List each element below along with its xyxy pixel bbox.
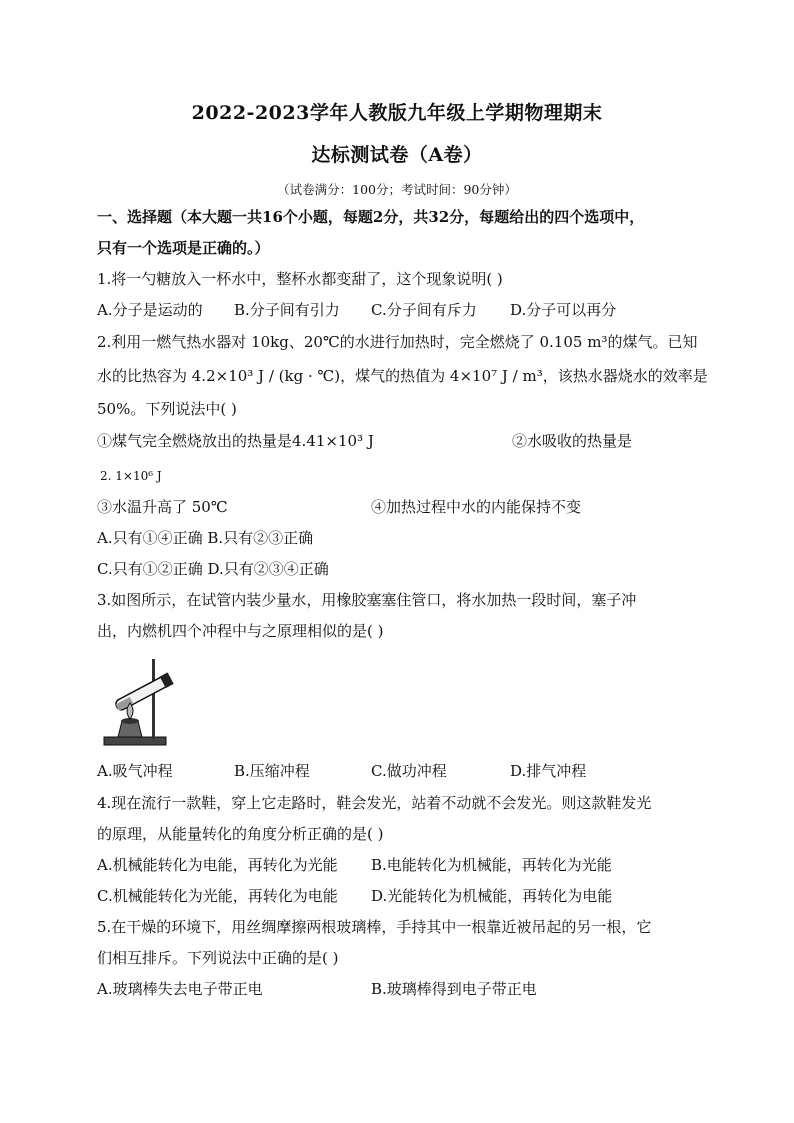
q1-option-d: D.分子可以再分 [510, 301, 617, 319]
exam-meta: （试卷满分：100分；考试时间：90分钟） [277, 182, 517, 197]
q1-option-c: C.分子间有斥力 [371, 301, 477, 319]
q1-stem: 1.将一勺糖放入一杯水中，整杯水都变甜了，这个现象说明( ) [97, 270, 503, 288]
q2-stem-line2: 水的比热容为 4.2×10³ J / (kg · ℃)，煤气的热值为 4×10⁷ J / m³，该热水器烧水的效率是 [97, 367, 708, 385]
q4-stem-line1: 4.现在流行一款鞋，穿上它走路时，鞋会发光，站着不动就不会发光。则这款鞋发光 [97, 794, 652, 812]
q3-option-a: A.吸气冲程 [97, 762, 173, 780]
q2-options-line2: C.只有①②正确 D.只有②③④正确 [97, 560, 329, 578]
q2-stem-line1: 2.利用一燃气热水器对 10kg、20℃的水进行加热时，完全燃烧了 0.105 m³的煤气。已知 [97, 333, 698, 351]
q4-option-c: C.机械能转化为光能，再转化为电能 [97, 887, 338, 905]
q2-item-4: ④加热过程中水的内能保持不变 [371, 498, 582, 516]
section-heading-line2: 只有一个选项是正确的。） [97, 239, 270, 257]
q2-item-1: ①煤气完全燃烧放出的热量是4.41×10³ J [97, 432, 374, 450]
q4-option-b: B.电能转化为机械能，再转化为光能 [371, 856, 612, 874]
q4-option-a: A.机械能转化为电能，再转化为光能 [97, 856, 338, 874]
q4-stem-line2: 的原理，从能量转化的角度分析正确的是( ) [97, 825, 384, 843]
q5-option-b: B.玻璃棒得到电子带正电 [371, 980, 537, 998]
q2-item-2-cont: 2. 1×10⁶ J [100, 469, 162, 483]
exam-title-line1: 2022-2023学年人教版九年级上学期物理期末 [191, 102, 603, 124]
q2-options-line1: A.只有①④正确 B.只有②③正确 [97, 529, 314, 547]
q2-item-2: ②水吸收的热量是 [512, 432, 633, 450]
section-heading-line1: 一、选择题（本大题一共16个小题，每题2分，共32分，每题给出的四个选项中， [97, 208, 645, 226]
exam-title-line2: 达标测试卷（A卷） [311, 144, 483, 166]
q2-stem-line3: 50%。下列说法中( ) [97, 400, 237, 418]
q3-option-c: C.做功冲程 [371, 762, 447, 780]
q2-item-3: ③水温升高了 50℃ [97, 498, 228, 516]
q5-stem-line2: 们相互排斥。下列说法中正确的是( ) [97, 949, 339, 967]
q1-option-b: B.分子间有引力 [234, 301, 340, 319]
test-tube-apparatus-figure [100, 655, 180, 751]
q1-option-a: A.分子是运动的 [97, 301, 203, 319]
q3-option-b: B.压缩冲程 [234, 762, 310, 780]
q3-stem-line2: 出，内燃机四个冲程中与之原理相似的是( ) [97, 622, 384, 640]
q4-option-d: D.光能转化为机械能，再转化为电能 [371, 887, 613, 905]
q3-option-d: D.排气冲程 [510, 762, 587, 780]
q5-option-a: A.玻璃棒失去电子带正电 [97, 980, 263, 998]
q3-stem-line1: 3.如图所示，在试管内装少量水，用橡胶塞塞住管口，将水加热一段时间，塞子冲 [97, 591, 637, 609]
q5-stem-line1: 5.在干燥的环境下，用丝绸摩擦两根玻璃棒，手持其中一根靠近被吊起的另一根，它 [97, 918, 652, 936]
